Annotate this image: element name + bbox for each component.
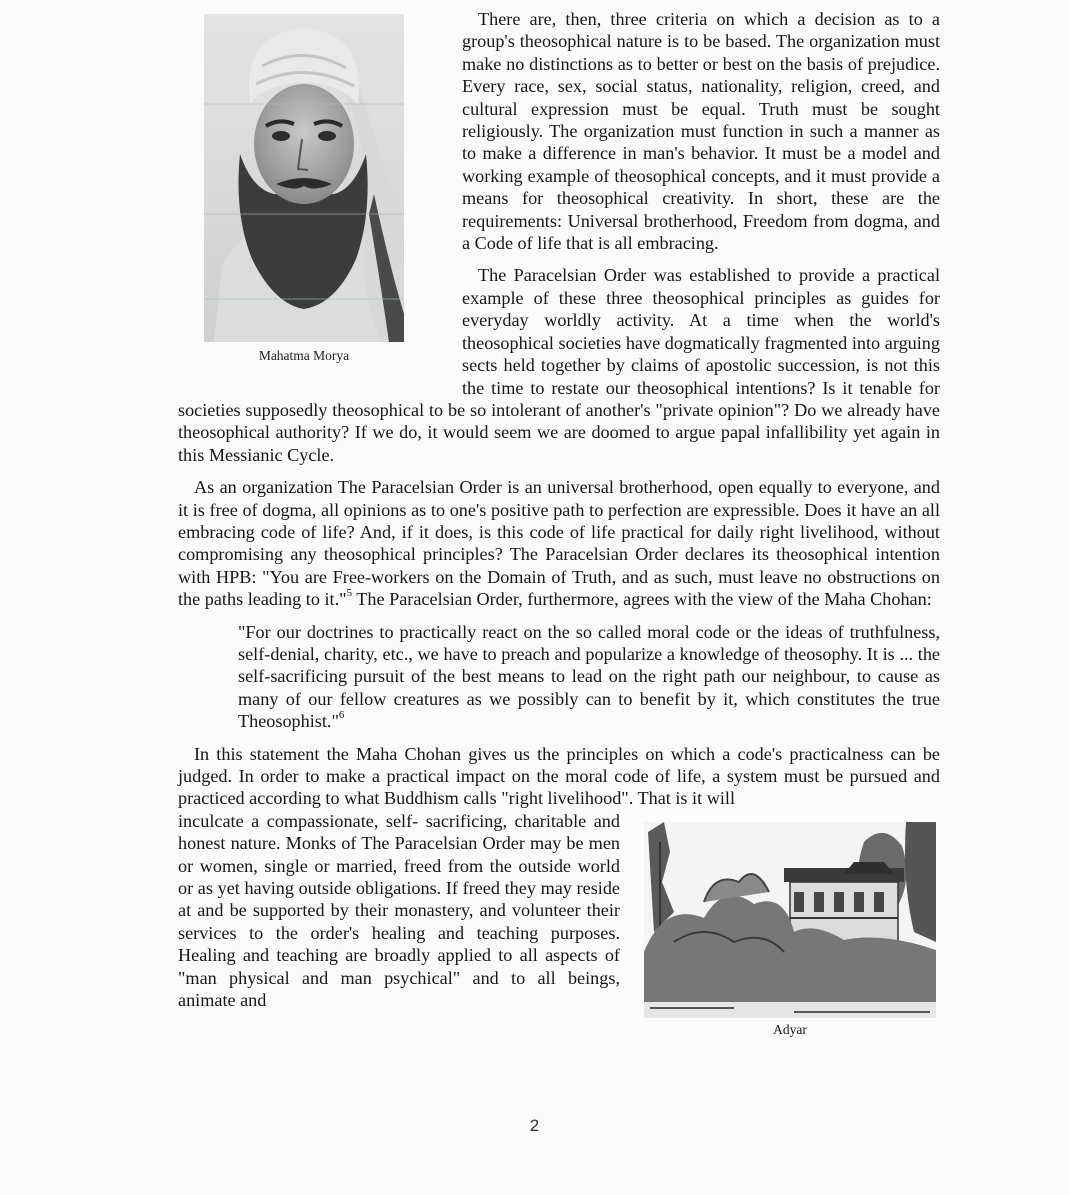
adyar-figure [644,810,940,1040]
paragraph-organization-continued: The Paracelsian Order, furthermore, agrees with the view of the Maha Chohan: [352,589,932,610]
footnote-marker-5: 5 [346,587,353,600]
paragraph-criteria: There are, then, three criteria on which a decision as to a group's theosophical nature is to be based. The organization must make no distinctions as to better or best on the basis of prejudice. Every race, sex, social status, nationality, religion, creed, and cultural expression must be equal. Truth must be sought religiously. The organization must function in such a manner as to make a difference in man's behavior. It must be a model and working example of theosophical concepts, and it must provide a means for theosophical creativity. In short, these are the requirements: Universal brotherhood, Freedom from dogma, and a Code of life that is all embracing. [462,9,940,254]
quote-text: "For our doctrines to practically react on the so called moral code or the ideas of truthfulness, self-denial, charity, etc., we have to preach and popularize a knowledge of theosophy. It is ... the self-sacrificing pursuit of the best means to lead on the right path our neighbour, to cause as many of our fellow creatures as we possibly can to benefit by it, which constitutes the true Theosophist." [238,621,940,732]
paragraph-monks: inculcate a compassionate, self- sacrificing, charitable and honest nature. Monks of The Paracelsian Order may be men or women, single or married, freed from the outside world or as yet having outside obligations. If freed they may reside at and be supported by their monastery, and volunteer their services to the order's healing and teaching purposes. Healing and teaching are broadly applied to all aspects of "man physical and man psychical" and to all beings, animate and [178,810,620,1011]
page-body [178,8,940,1040]
portrait-caption: Mahatma Morya [258,348,350,363]
adyar-caption: Adyar [773,1021,807,1037]
paragraph-organization [178,476,940,610]
footnote-marker-6: 6 [338,709,345,722]
adyar-building-illustration [644,822,936,1018]
portrait-illustration [204,14,404,342]
paragraph-organization-text: As an organization The Paracelsian Order is an universal brotherhood, open equally to everyone, and it is free of dogma, all opinions as to one's positive path to perfection are expressible. Does it have an all embracing code of life? And, if it does, is this code of life practical for daily right livelihood, without compromising any theosophical principles? The Paracelsian Order declares its theosophical intention with HPB: "You are Free-workers on the Domain of Truth, and as such, must leave no obstructions on the paths leading to it." [178,477,940,610]
portrait-figure [204,8,436,388]
paragraph-maha-chohan-principles: In this statement the Maha Chohan gives us the principles on which a code's practicalness can be judged. In order to make a practical impact on the moral code of life, a system must be pursued and practiced according to what Buddhism calls "right livelihood". That is it will [178,743,940,809]
mahatma-morya-portrait [204,14,404,342]
paragraph-paracelsian-order: The Paracelsian Order was established to provide a practical example of these three theosophical principles as guides for everyday worldly activity. At a time when the world's theosophical societies have dogmatically fragmented into arguing sects held together by claims of apostolic succession, is not this the time to restate our theosophical intentions? Is it tenable for societies supposedly theosophical to be so intolerant of another's "private opinion"? Do we already have theosophical authority? If we do, it would seem we are doomed to argue papal infallibility yet again in this Messianic Cycle. [178,265,940,465]
maha-chohan-quote [238,621,940,733]
adyar-sketch [644,822,936,1018]
page-number: 2 [529,1116,540,1135]
